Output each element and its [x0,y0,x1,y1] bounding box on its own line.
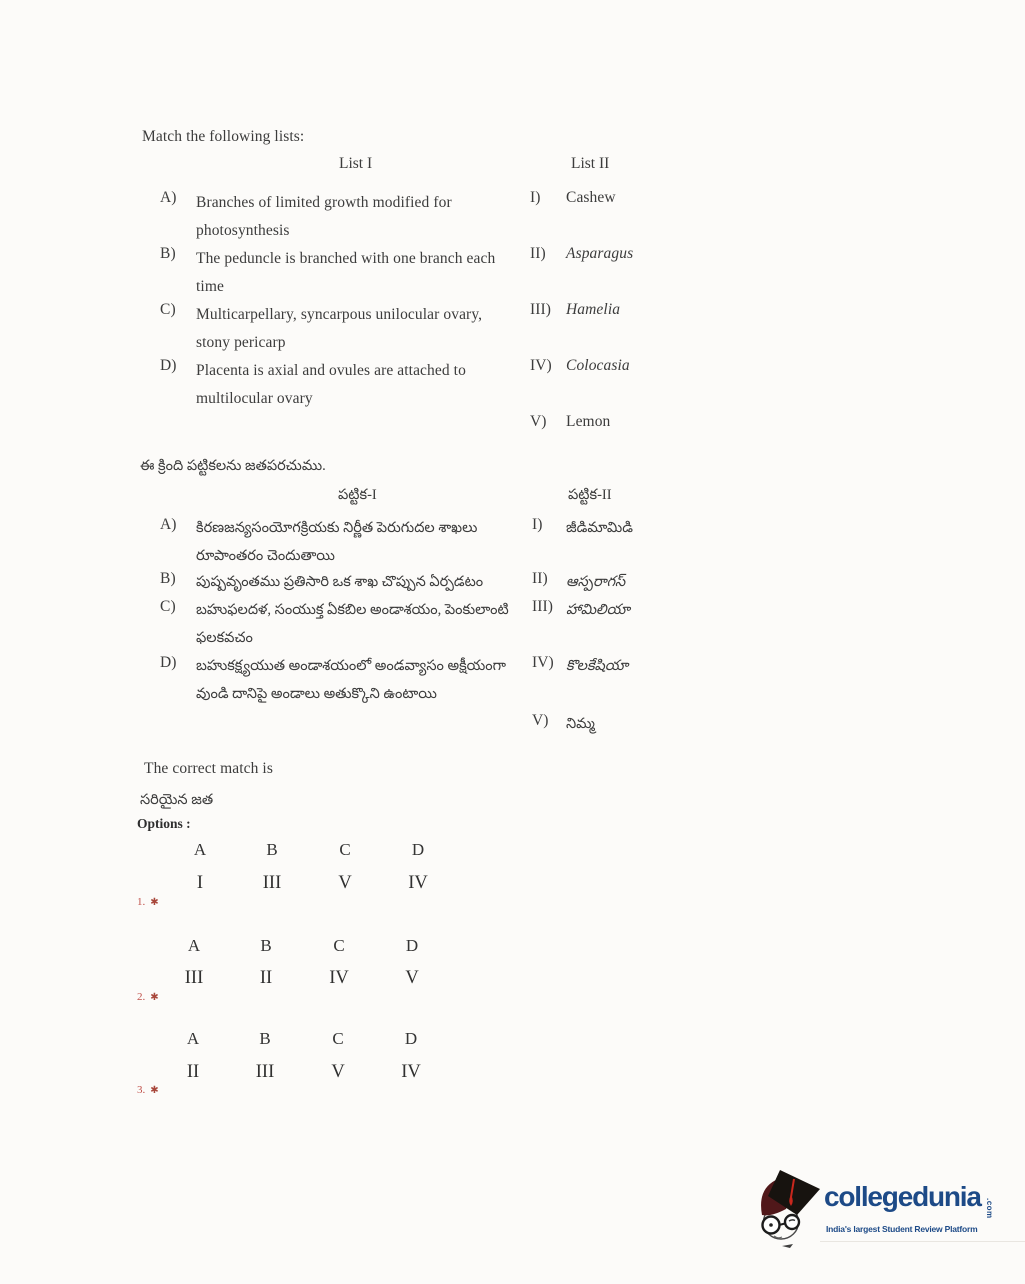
match-item-text [196,245,495,301]
match-item-letter: C) [160,301,176,318]
option-value-cell: IV [329,968,349,988]
wrong-answer-icon: ✱ [150,1085,158,1096]
match-option-numeral: I) [532,516,543,533]
text-line: కిరణజన్యసంయోగక్రియకు నిర్ణీత పెరుగుదల శాఖలు [196,520,478,536]
telugu-list1-header: పట్టిక-I [338,487,377,503]
match-option-text: జీడిమామిడి [566,520,633,536]
option-number: 2. [137,991,146,1003]
question-title: Match the following lists: [142,128,305,145]
option-2-values [0,968,464,992]
option-value-cell: V [338,873,352,893]
match-option-numeral: V) [530,413,547,430]
match-option-numeral: III) [532,598,554,615]
option-2[interactable] [0,936,520,1016]
option-header-cell: B [260,936,272,955]
scan-artifact-line [820,1241,1025,1242]
brand-text: collegedunia [824,1181,981,1212]
option-3[interactable] [0,1029,520,1109]
option-value-cell: II [186,1062,200,1082]
brand-tagline: India's largest Student Review Platform [826,1224,978,1234]
text-line: The peduncle is branched with one branch each [196,250,496,267]
text-line: Placenta is axial and ovules are attached to [196,362,466,379]
match-item-letter: C) [160,598,176,615]
match-item-letter: A) [160,189,177,206]
option-header-cell: B [259,1029,271,1048]
list1-header: List I [339,155,373,172]
match-option-text: Lemon [566,413,611,430]
match-option-text: హామిలియా [566,602,630,618]
option-1[interactable] [0,840,520,920]
option-header-cell: A [187,936,201,955]
match-item-letter: A) [160,516,177,533]
match-option-numeral: IV) [532,654,554,671]
correct-match-prompt-telugu: సరియైన జత [140,792,214,808]
match-item-text [196,596,509,652]
option-2-headers [0,936,464,960]
telugu-list2-header: పట్టిక-II [568,487,612,503]
match-item-letter: D) [160,357,177,374]
option-header-cell: C [333,936,345,955]
option-1-headers [0,840,470,864]
collegedunia-logo[interactable] [756,1168,1006,1258]
match-option-text: Colocasia [566,357,630,374]
option-number: 3. [137,1084,146,1096]
text-line: వుండి దానిపై అండాలు అతుక్కొని ఉంటాయి [196,686,437,702]
match-item-letter: D) [160,654,177,671]
match-option-text: నిమ్మ [566,716,595,732]
text-line: బహుఫలదళ, సంయుక్త ఏకబిల అండాశయం, పెంకులాంటి [196,602,509,618]
text-line: రూపాంతరం చెందుతాయి [196,548,335,564]
options-label: Options : [137,816,191,831]
option-value-cell: III [262,873,282,893]
option-header-cell: D [405,936,419,955]
option-value-cell: I [196,873,204,893]
match-option-numeral: III) [530,301,552,318]
option-3-values [0,1062,463,1086]
option-header-cell: D [404,1029,418,1048]
match-item-text [196,189,452,245]
match-option-numeral: IV) [530,357,552,374]
text-line: Multicarpellary, syncarpous unilocular ovary, [196,306,483,323]
option-header-cell: B [266,840,278,859]
option-value-cell: V [331,1062,345,1082]
option-value-cell: IV [401,1062,421,1082]
option-header-cell: A [193,840,207,859]
telugu-instruction: ఈ క్రింది పట్టికలను జతపరచుము. [140,458,326,474]
match-item-letter: B) [160,570,176,587]
match-item-text [196,514,477,570]
option-1-values [0,873,470,897]
text-line: బహుకక్ష్యయుత అండాశయంలో అండవ్యాసం అక్షీయంగా [196,658,506,674]
option-header-cell: A [186,1029,200,1048]
match-item-text [196,652,506,708]
option-header-cell: D [411,840,425,859]
option-header-cell: C [339,840,351,859]
text-line: photosynthesis [196,222,290,239]
text-line: multilocular ovary [196,390,313,407]
wrong-answer-icon: ✱ [150,992,158,1003]
option-1-number [137,892,158,910]
option-value-cell: V [405,968,419,988]
option-value-cell: III [184,968,204,988]
text-line: ఫలకవచం [196,630,253,646]
match-item-text [196,301,482,357]
option-3-headers [0,1029,463,1053]
text-line: పుష్పవృంతము ప్రతిసారి ఒక శాఖ చొప్పున ఏర్పడటం [196,574,484,590]
match-option-numeral: V) [532,712,549,729]
option-value-cell: IV [408,873,428,893]
match-item-letter: B) [160,245,176,262]
correct-match-prompt-english: The correct match is [144,760,273,777]
option-header-cell: C [332,1029,344,1048]
brand-tld: .com [985,1198,994,1219]
match-option-text: ఆస్పరాగస్ [566,574,626,590]
option-value-cell: III [255,1062,275,1082]
text-line: Branches of limited growth modified for [196,194,452,211]
match-option-numeral: I) [530,189,541,206]
option-3-number [137,1080,158,1098]
list2-header: List II [571,155,610,172]
wrong-answer-icon: ✱ [150,897,158,908]
match-option-numeral: II) [530,245,546,262]
collegedunia-mascot-icon [756,1170,822,1254]
match-option-numeral: II) [532,570,548,587]
match-option-text: Cashew [566,189,616,206]
text-line: stony pericarp [196,334,286,351]
match-item-text [196,357,466,413]
match-item-text [196,568,483,596]
match-option-text: Hamelia [566,301,621,318]
option-number: 1. [137,896,146,908]
text-line: time [196,278,224,295]
option-2-number [137,987,158,1005]
match-option-text: Asparagus [566,245,634,262]
match-option-text: కొలకేషియా [566,658,629,674]
option-value-cell: II [259,968,273,988]
